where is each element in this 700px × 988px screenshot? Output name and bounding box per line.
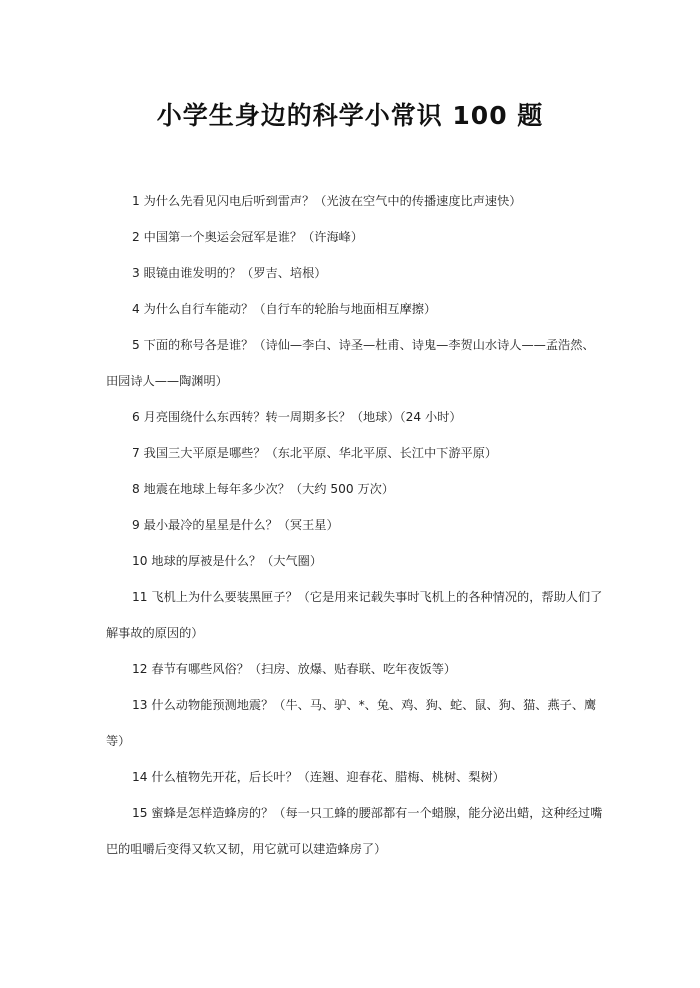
list-item: 3 眼镜由谁发明的？（罗吉、培根） xyxy=(132,266,327,280)
list-item: 8 地震在地球上每年多少次？（大约 500 万次） xyxy=(132,482,395,496)
list-item: 4 为什么自行车能动？（自行车的轮胎与地面相互摩擦） xyxy=(132,302,437,316)
list-item: 14 什么植物先开花，后长叶？（连翘、迎春花、腊梅、桃树、梨树） xyxy=(132,770,505,784)
list-item: 13 什么动物能预测地震？（牛、马、驴、*、兔、鸡、狗、蛇、鼠、狗、猫、燕子、鹰等） xyxy=(106,698,597,748)
page-title: 小学生身边的科学小常识 100 题 xyxy=(156,101,544,130)
list-item: 11 飞机上为什么要装黑匣子？（它是用来记载失事时飞机上的各种情况的，帮助人们了解事故的原因的） xyxy=(106,590,603,640)
list-item: 6 月亮围绕什么东西转？转一周期多长？（地球）（24 小时） xyxy=(132,410,462,424)
list-item: 2 中国第一个奥运会冠军是谁？（许海峰） xyxy=(132,230,364,244)
list-item: 12 春节有哪些风俗？（扫房、放爆、贴春联、吃年夜饭等） xyxy=(132,662,457,676)
list-item: 5 下面的称号各是谁？（诗仙—李白、诗圣—杜甫、诗鬼—李贺山水诗人——孟浩然、田园诗人——陶渊明） xyxy=(106,338,595,388)
list-item: 15 蜜蜂是怎样造蜂房的？（每一只工蜂的腰部都有一个蜡腺，能分泌出蜡，这种经过嘴巴的咀嚼后变得又软又韧，用它就可以建造蜂房了） xyxy=(106,806,603,856)
list-item: 7 我国三大平原是哪些？（东北平原、华北平原、长江中下游平原） xyxy=(132,446,498,460)
list-item: 9 最小最冷的星星是什么？（冥王星） xyxy=(132,518,339,532)
list-item: 10 地球的厚被是什么？（大气圈） xyxy=(132,554,323,568)
list-item: 1 为什么先看见闪电后听到雷声？（光波在空气中的传播速度比声速快） xyxy=(132,194,522,208)
question-list xyxy=(106,183,606,867)
